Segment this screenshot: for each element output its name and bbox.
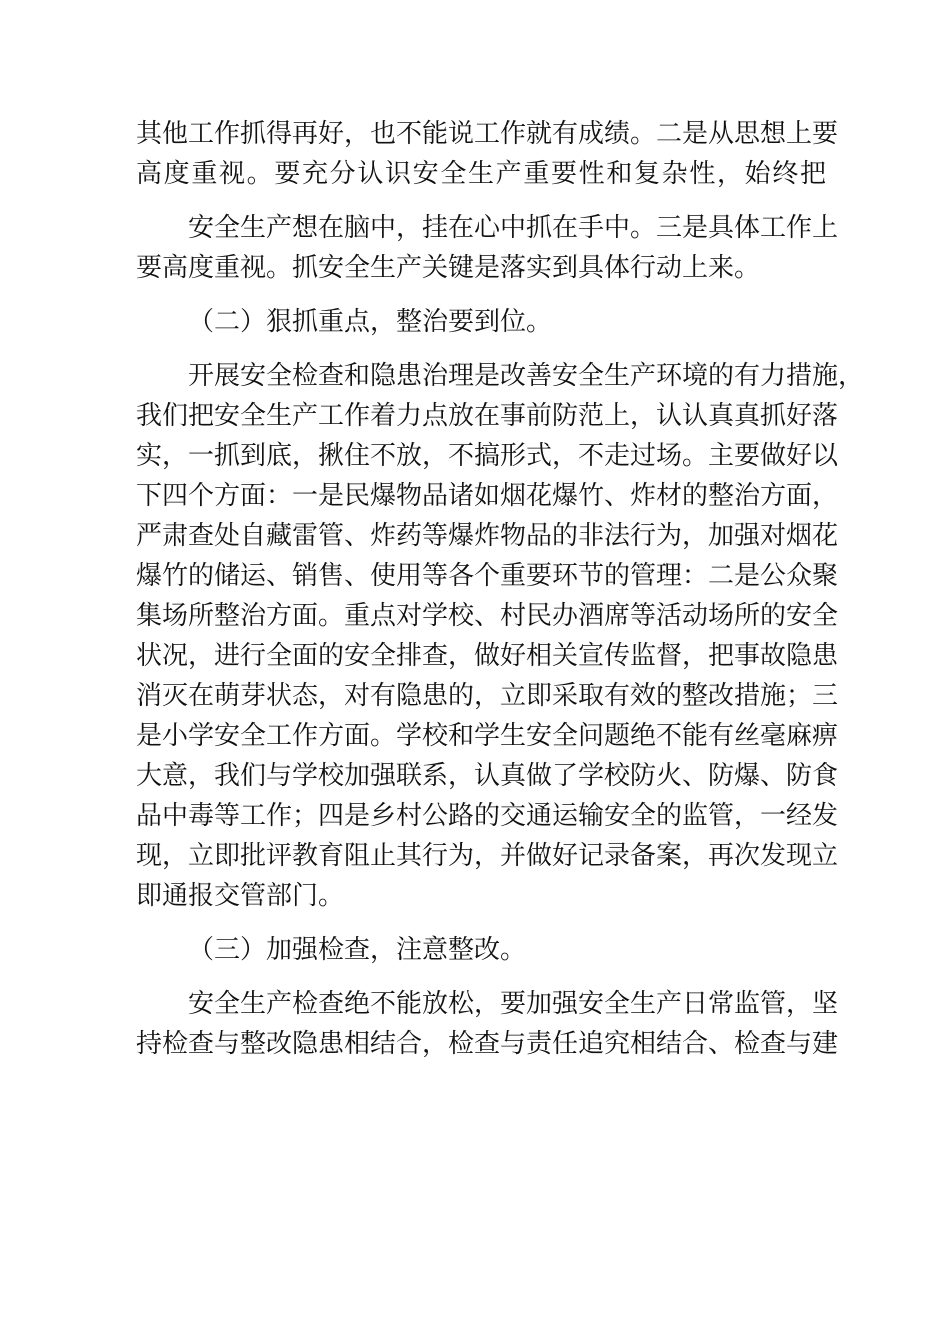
paragraph-gap: [136, 194, 826, 208]
text-line: 集场所整治方面。重点对学校、村民办酒席等活动场所的安全: [136, 601, 839, 631]
text-line: 高度重视。要充分认识安全生产重要性和复杂性，始终把: [136, 159, 826, 189]
text-line: 下四个方面：一是民爆物品诸如烟花爆竹、炸材的整治方面，: [136, 481, 839, 511]
text-line: 安全生产想在脑中，挂在心中抓在手中。三是具体工作上: [188, 213, 839, 243]
section-heading: [136, 930, 826, 970]
paragraph: [136, 356, 865, 916]
text-line: 开展安全检查和隐患治理是改善安全生产环境的有力措施，: [188, 361, 865, 391]
text-line: 品中毒等工作；四是乡村公路的交通运输安全的监管，一经发: [136, 801, 839, 831]
text-line: 是小学安全工作方面。学校和学生安全问题绝不能有丝毫麻痹: [136, 721, 839, 751]
paragraph: [136, 984, 839, 1064]
text-line: 大意，我们与学校加强联系，认真做了学校防火、防爆、防食: [136, 761, 839, 791]
text-line: 现，立即批评教育阻止其行为，并做好记录备案，再次发现立: [136, 841, 839, 871]
text-line: 持检查与整改隐患相结合，检查与责任追究相结合、检查与建: [136, 1029, 839, 1059]
text-line: 安全生产检查绝不能放松，要加强安全生产日常监管，坚: [188, 989, 839, 1019]
text-line: 爆竹的储运、销售、使用等各个重要环节的管理：二是公众聚: [136, 561, 839, 591]
text-line: 严肃查处自藏雷管、炸药等爆炸物品的非法行为，加强对烟花: [136, 521, 839, 551]
text-line: 要高度重视。抓安全生产关键是落实到具体行动上来。: [136, 253, 761, 283]
section-heading: [136, 302, 826, 342]
paragraph: [136, 114, 839, 194]
paragraph-gap: [136, 916, 826, 930]
text-line: 状况，进行全面的安全排查，做好相关宣传监督，把事故隐患: [136, 641, 839, 671]
text-line: （二）狠抓重点，整治要到位。: [188, 307, 553, 337]
text-line: 实，一抓到底，揪住不放，不搞形式，不走过场。主要做好以: [136, 441, 839, 471]
paragraph: [136, 208, 839, 288]
paragraph-gap: [136, 288, 826, 302]
text-line: （三）加强检查，注意整改。: [188, 935, 527, 965]
paragraph-gap: [136, 970, 826, 984]
text-line: 其他工作抓得再好，也不能说工作就有成绩。二是从思想上要: [136, 119, 839, 149]
text-line: 我们把安全生产工作着力点放在事前防范上，认认真真抓好落: [136, 401, 839, 431]
text-line: 即通报交管部门。: [136, 881, 345, 911]
text-line: 消灭在萌芽状态，对有隐患的，立即采取有效的整改措施；三: [136, 681, 839, 711]
paragraph-gap: [136, 342, 826, 356]
document-body: [136, 114, 865, 1064]
